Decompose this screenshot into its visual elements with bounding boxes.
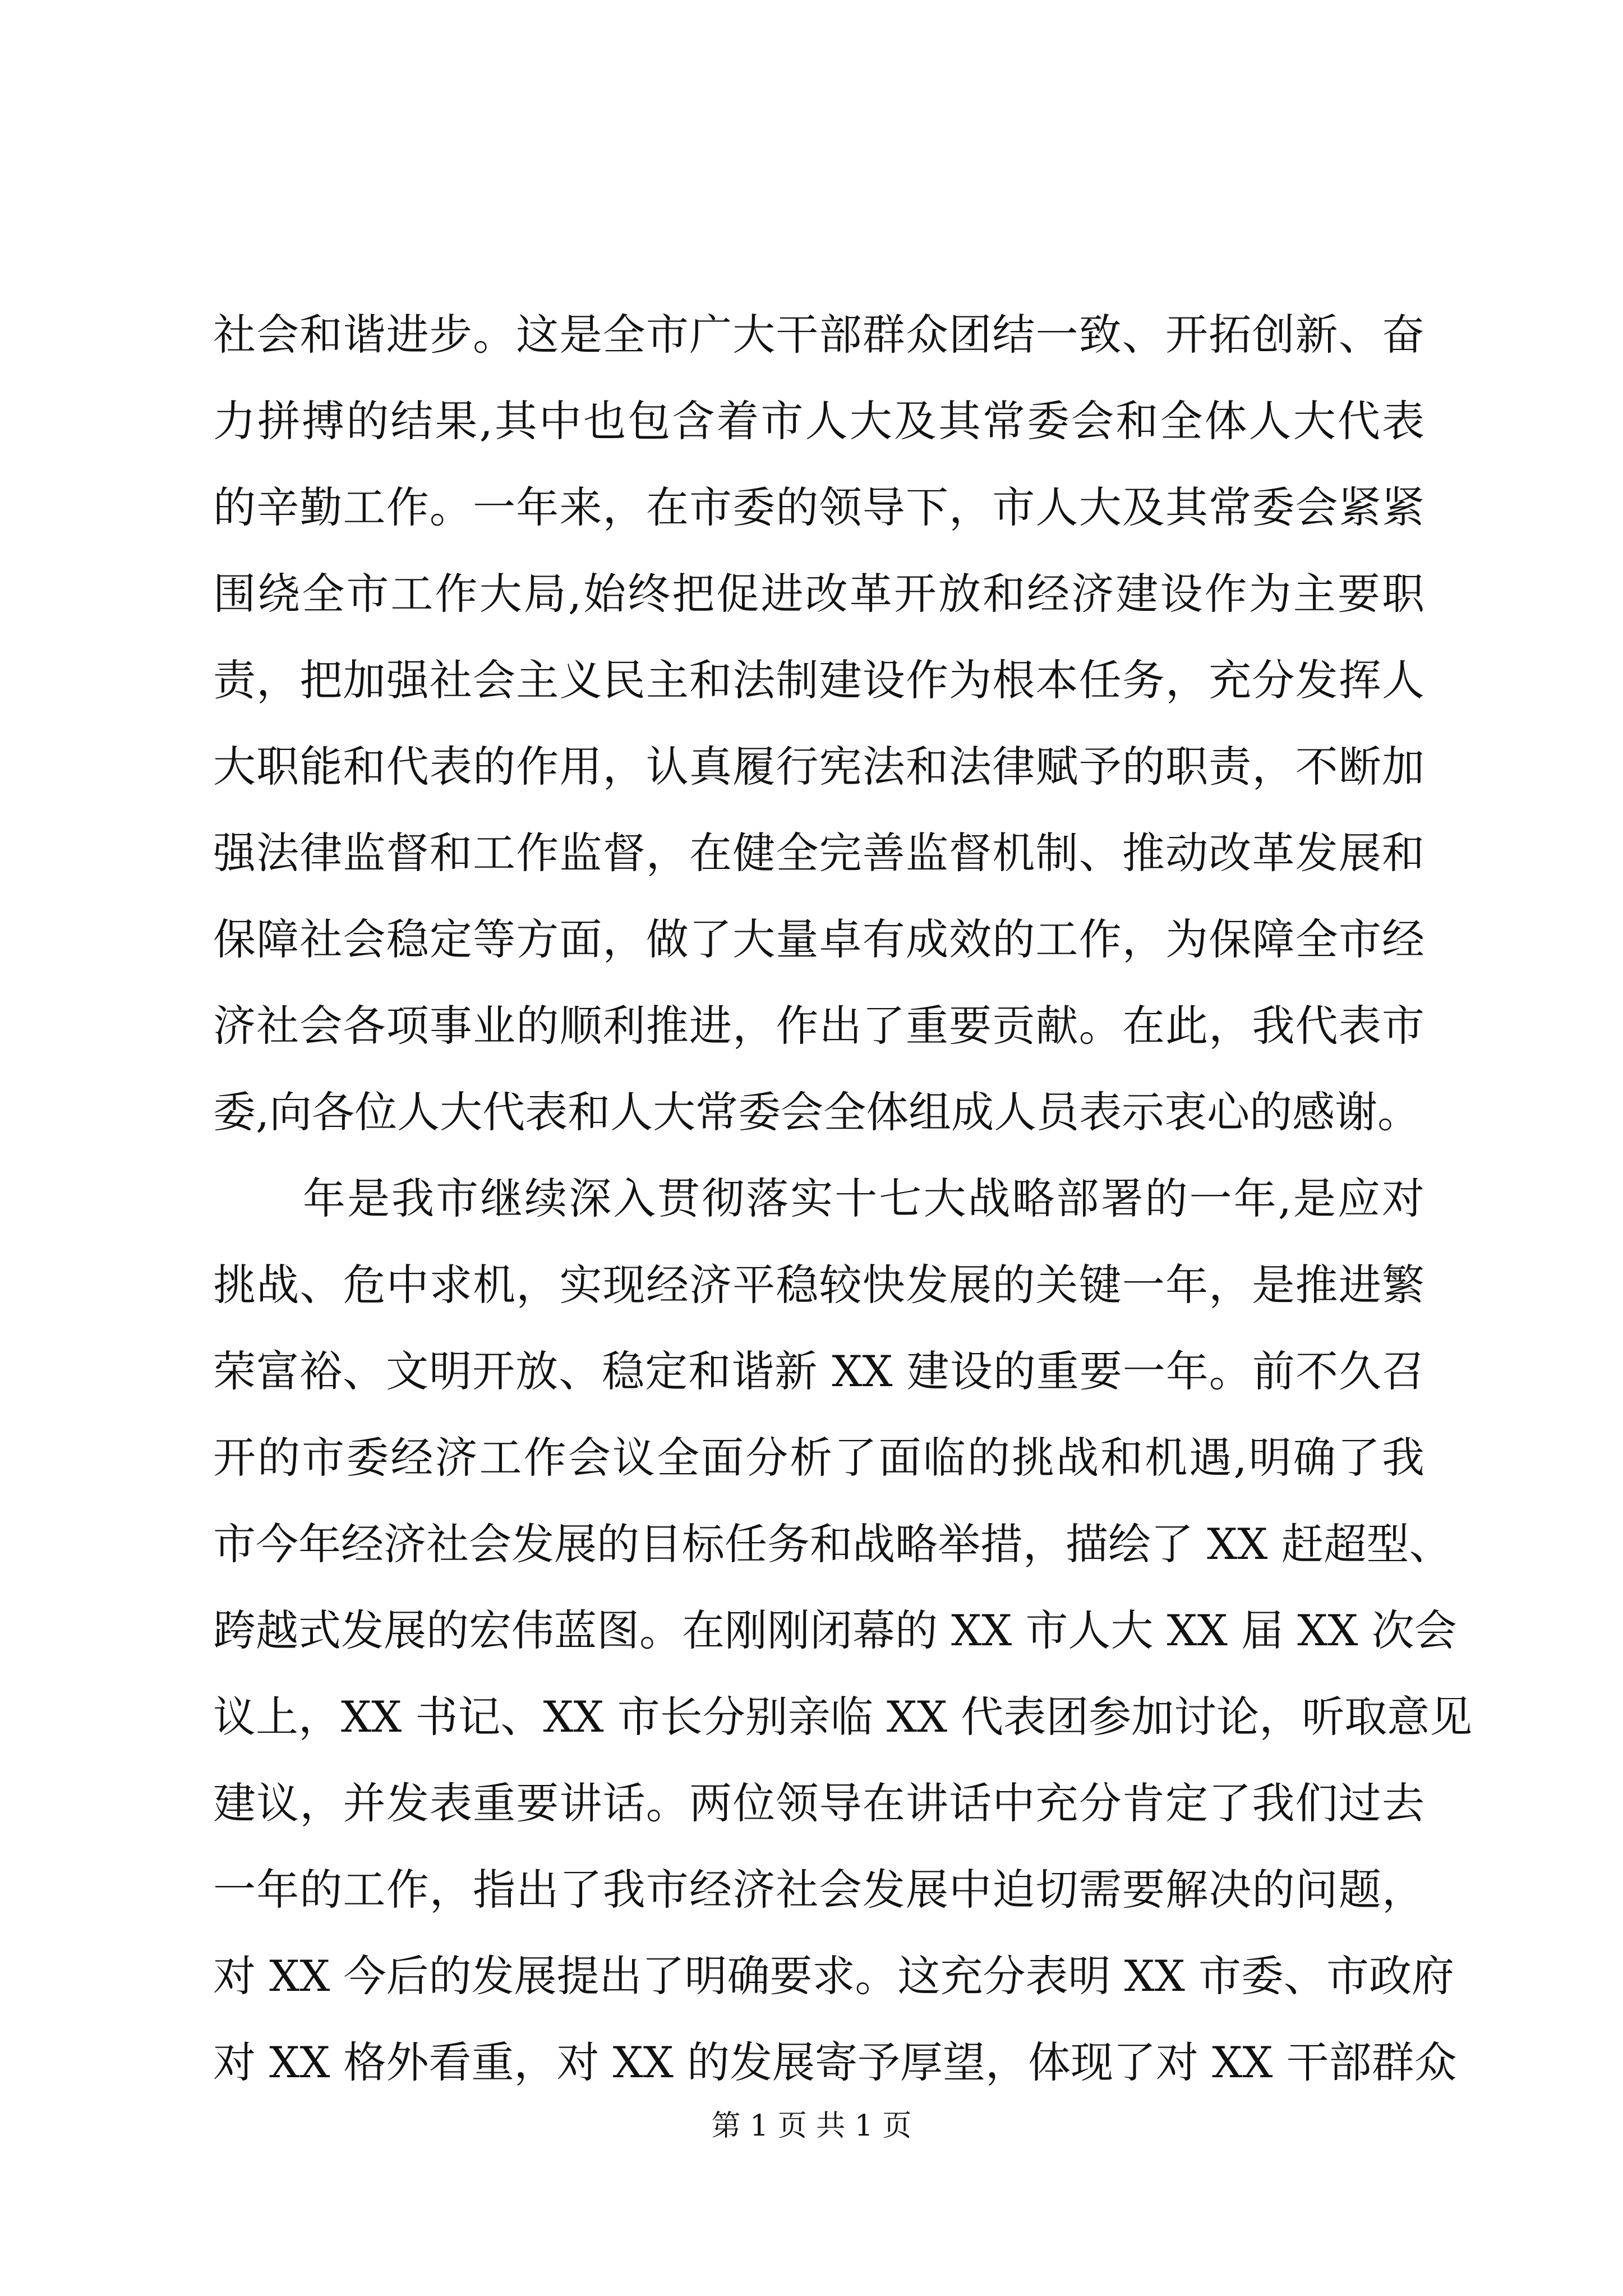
text-line: 保障社会稳定等方面，做了大量卓有成效的工作，为保障全市经 <box>213 914 1424 964</box>
text-line: 委,向各位人大代表和人大常委会全体组成人员表示衷心的感谢。 <box>213 1087 1421 1137</box>
text-line: 对 XX 今后的发展提出了明确要求。这充分表明 XX 市委、市政府 <box>213 1951 1455 2001</box>
text-line: 围绕全市工作大局,始终把促进改革开放和经济建设作为主要职 <box>213 569 1424 619</box>
text-line: 对 XX 格外看重，对 XX 的发展寄予厚望，体现了对 XX 干部群众 <box>213 2037 1457 2087</box>
text-line: 建议，并发表重要讲话。两位领导在讲话中充分肯定了我们过去 <box>213 1778 1424 1828</box>
text-line: 力拼搏的结果,其中也包含着市人大及其常委会和全体人大代表 <box>213 396 1424 446</box>
text-line: 荣富裕、文明开放、稳定和谐新 XX 建设的重要一年。前不久召 <box>213 1346 1424 1396</box>
text-line: 市今年经济社会发展的目标任务和战略举措，描绘了 XX 赶超型、 <box>213 1519 1452 1569</box>
page-number-footer: 第 1 页 共 1 页 <box>711 2109 912 2143</box>
text-line: 年是我市继续深入贯彻落实十七大战略部署的一年,是应对 <box>303 1174 1424 1223</box>
text-line: 议上，XX 书记、XX 市长分别亲临 XX 代表团参加讨论，听取意见 <box>213 1692 1473 1742</box>
text-line: 社会和谐进步。这是全市广大干部群众团结一致、开拓创新、奋 <box>213 310 1424 360</box>
text-line: 大职能和代表的作用，认真履行宪法和法律赋予的职责，不断加 <box>213 742 1424 792</box>
text-line: 开的市委经济工作会议全面分析了面临的挑战和机遇,明确了我 <box>213 1433 1424 1483</box>
text-line: 强法律监督和工作监督，在健全完善监督机制、推动改革发展和 <box>213 828 1424 878</box>
text-line: 跨越式发展的宏伟蓝图。在刚刚闭幕的 XX 市人大 XX 届 XX 次会 <box>213 1605 1457 1655</box>
text-line: 责，把加强社会主义民主和法制建设作为根本任务，充分发挥人 <box>213 655 1424 705</box>
text-line: 济社会各项事业的顺利推进，作出了重要贡献。在此，我代表市 <box>213 1001 1424 1051</box>
text-line: 一年的工作，指出了我市经济社会发展中迫切需要解决的问题， <box>213 1865 1424 1915</box>
text-line: 的辛勤工作。一年来，在市委的领导下，市人大及其常委会紧紧 <box>213 482 1424 532</box>
text-line: 挑战、危中求机，实现经济平稳较快发展的关键一年，是推进繁 <box>213 1260 1424 1310</box>
document-body <box>213 292 1473 2106</box>
